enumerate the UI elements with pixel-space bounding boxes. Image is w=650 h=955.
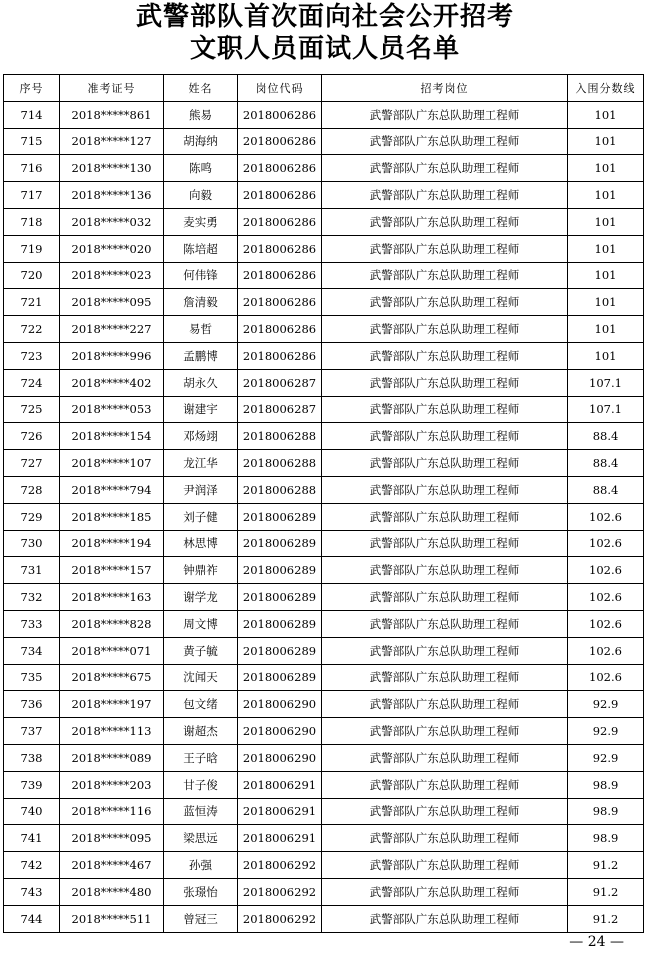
cell-post: 武警部队广东总队助理工程师 bbox=[322, 128, 568, 155]
cell-seq: 744 bbox=[4, 905, 60, 932]
cell-post-code: 2018006286 bbox=[238, 316, 322, 343]
cell-score: 107.1 bbox=[568, 396, 644, 423]
cell-post-code: 2018006286 bbox=[238, 342, 322, 369]
cell-post: 武警部队广东总队助理工程师 bbox=[322, 664, 568, 691]
cell-post: 武警部队广东总队助理工程师 bbox=[322, 825, 568, 852]
table-row bbox=[4, 744, 644, 771]
table-row bbox=[4, 584, 644, 611]
header-score: 入围分数线 bbox=[568, 75, 644, 102]
cell-score: 102.6 bbox=[568, 637, 644, 664]
cell-exam-no: 2018*****402 bbox=[60, 369, 164, 396]
cell-seq: 732 bbox=[4, 584, 60, 611]
cell-name: 麦实勇 bbox=[164, 208, 238, 235]
cell-post-code: 2018006289 bbox=[238, 610, 322, 637]
cell-score: 101 bbox=[568, 101, 644, 128]
table-row bbox=[4, 396, 644, 423]
cell-name: 钟鼎祚 bbox=[164, 557, 238, 584]
cell-post-code: 2018006289 bbox=[238, 664, 322, 691]
cell-exam-no: 2018*****095 bbox=[60, 825, 164, 852]
cell-exam-no: 2018*****511 bbox=[60, 905, 164, 932]
cell-seq: 735 bbox=[4, 664, 60, 691]
cell-post-code: 2018006291 bbox=[238, 771, 322, 798]
cell-score: 92.9 bbox=[568, 691, 644, 718]
cell-exam-no: 2018*****116 bbox=[60, 798, 164, 825]
cell-seq: 742 bbox=[4, 852, 60, 879]
cell-exam-no: 2018*****023 bbox=[60, 262, 164, 289]
header-post-code: 岗位代码 bbox=[238, 75, 322, 102]
cell-score: 91.2 bbox=[568, 878, 644, 905]
cell-post-code: 2018006289 bbox=[238, 584, 322, 611]
cell-post-code: 2018006289 bbox=[238, 503, 322, 530]
cell-exam-no: 2018*****053 bbox=[60, 396, 164, 423]
cell-name: 熊易 bbox=[164, 101, 238, 128]
cell-seq: 729 bbox=[4, 503, 60, 530]
cell-score: 88.4 bbox=[568, 450, 644, 477]
cell-name: 何伟锋 bbox=[164, 262, 238, 289]
cell-post: 武警部队广东总队助理工程师 bbox=[322, 798, 568, 825]
cell-post: 武警部队广东总队助理工程师 bbox=[322, 289, 568, 316]
cell-exam-no: 2018*****095 bbox=[60, 289, 164, 316]
cell-post-code: 2018006292 bbox=[238, 852, 322, 879]
cell-post-code: 2018006290 bbox=[238, 744, 322, 771]
table-row bbox=[4, 369, 644, 396]
cell-post: 武警部队广东总队助理工程师 bbox=[322, 610, 568, 637]
cell-score: 102.6 bbox=[568, 503, 644, 530]
cell-name: 周文博 bbox=[164, 610, 238, 637]
cell-score: 101 bbox=[568, 342, 644, 369]
table-row bbox=[4, 235, 644, 262]
page-title-line2: 文职人员面试人员名单 bbox=[189, 34, 460, 64]
cell-score: 101 bbox=[568, 155, 644, 182]
cell-post: 武警部队广东总队助理工程师 bbox=[322, 182, 568, 209]
cell-post: 武警部队广东总队助理工程师 bbox=[322, 637, 568, 664]
cell-post-code: 2018006288 bbox=[238, 423, 322, 450]
cell-post: 武警部队广东总队助理工程师 bbox=[322, 852, 568, 879]
cell-seq: 730 bbox=[4, 530, 60, 557]
cell-seq: 728 bbox=[4, 476, 60, 503]
cell-seq: 743 bbox=[4, 878, 60, 905]
cell-score: 102.6 bbox=[568, 557, 644, 584]
cell-name: 梁思远 bbox=[164, 825, 238, 852]
cell-seq: 733 bbox=[4, 610, 60, 637]
cell-score: 98.9 bbox=[568, 825, 644, 852]
table-row bbox=[4, 664, 644, 691]
cell-seq: 717 bbox=[4, 182, 60, 209]
cell-name: 林思博 bbox=[164, 530, 238, 557]
table-row bbox=[4, 316, 644, 343]
cell-exam-no: 2018*****861 bbox=[60, 101, 164, 128]
cell-exam-no: 2018*****154 bbox=[60, 423, 164, 450]
cell-exam-no: 2018*****203 bbox=[60, 771, 164, 798]
cell-score: 102.6 bbox=[568, 530, 644, 557]
cell-score: 91.2 bbox=[568, 852, 644, 879]
cell-post: 武警部队广东总队助理工程师 bbox=[322, 450, 568, 477]
cell-post-code: 2018006286 bbox=[238, 128, 322, 155]
cell-post-code: 2018006288 bbox=[238, 476, 322, 503]
cell-name: 谢学龙 bbox=[164, 584, 238, 611]
cell-score: 101 bbox=[568, 182, 644, 209]
cell-post: 武警部队广东总队助理工程师 bbox=[322, 878, 568, 905]
cell-exam-no: 2018*****107 bbox=[60, 450, 164, 477]
cell-exam-no: 2018*****020 bbox=[60, 235, 164, 262]
cell-exam-no: 2018*****480 bbox=[60, 878, 164, 905]
cell-post-code: 2018006286 bbox=[238, 101, 322, 128]
cell-exam-no: 2018*****130 bbox=[60, 155, 164, 182]
cell-seq: 723 bbox=[4, 342, 60, 369]
cell-post-code: 2018006286 bbox=[238, 235, 322, 262]
table-row bbox=[4, 852, 644, 879]
table-row bbox=[4, 155, 644, 182]
cell-exam-no: 2018*****163 bbox=[60, 584, 164, 611]
cell-name: 胡永久 bbox=[164, 369, 238, 396]
cell-post-code: 2018006286 bbox=[238, 262, 322, 289]
cell-post: 武警部队广东总队助理工程师 bbox=[322, 476, 568, 503]
cell-exam-no: 2018*****675 bbox=[60, 664, 164, 691]
cell-post-code: 2018006289 bbox=[238, 637, 322, 664]
cell-score: 107.1 bbox=[568, 369, 644, 396]
cell-seq: 736 bbox=[4, 691, 60, 718]
cell-name: 蓝恒涛 bbox=[164, 798, 238, 825]
cell-post-code: 2018006287 bbox=[238, 369, 322, 396]
cell-score: 92.9 bbox=[568, 718, 644, 745]
cell-post: 武警部队广东总队助理工程师 bbox=[322, 423, 568, 450]
cell-name: 孙强 bbox=[164, 852, 238, 879]
cell-seq: 741 bbox=[4, 825, 60, 852]
cell-name: 易哲 bbox=[164, 316, 238, 343]
cell-post: 武警部队广东总队助理工程师 bbox=[322, 744, 568, 771]
cell-name: 孟鹏博 bbox=[164, 342, 238, 369]
cell-score: 88.4 bbox=[568, 476, 644, 503]
cell-seq: 720 bbox=[4, 262, 60, 289]
cell-name: 龙江华 bbox=[164, 450, 238, 477]
cell-post: 武警部队广东总队助理工程师 bbox=[322, 718, 568, 745]
cell-score: 101 bbox=[568, 262, 644, 289]
cell-post-code: 2018006291 bbox=[238, 825, 322, 852]
cell-name: 王子晗 bbox=[164, 744, 238, 771]
table-row bbox=[4, 342, 644, 369]
cell-exam-no: 2018*****185 bbox=[60, 503, 164, 530]
cell-score: 102.6 bbox=[568, 584, 644, 611]
page-number: — 24 — bbox=[569, 934, 624, 950]
table-row bbox=[4, 718, 644, 745]
cell-seq: 714 bbox=[4, 101, 60, 128]
cell-seq: 718 bbox=[4, 208, 60, 235]
cell-name: 陈鸣 bbox=[164, 155, 238, 182]
header-post: 招考岗位 bbox=[322, 75, 568, 102]
cell-post-code: 2018006290 bbox=[238, 718, 322, 745]
cell-seq: 731 bbox=[4, 557, 60, 584]
cell-score: 98.9 bbox=[568, 798, 644, 825]
cell-score: 101 bbox=[568, 289, 644, 316]
cell-score: 102.6 bbox=[568, 664, 644, 691]
cell-post: 武警部队广东总队助理工程师 bbox=[322, 262, 568, 289]
cell-seq: 724 bbox=[4, 369, 60, 396]
cell-post: 武警部队广东总队助理工程师 bbox=[322, 155, 568, 182]
cell-name: 张璟怡 bbox=[164, 878, 238, 905]
cell-post: 武警部队广东总队助理工程师 bbox=[322, 369, 568, 396]
cell-name: 尹润泽 bbox=[164, 476, 238, 503]
cell-name: 陈培超 bbox=[164, 235, 238, 262]
cell-exam-no: 2018*****071 bbox=[60, 637, 164, 664]
cell-exam-no: 2018*****828 bbox=[60, 610, 164, 637]
candidate-table bbox=[3, 74, 644, 933]
cell-name: 詹清毅 bbox=[164, 289, 238, 316]
cell-seq: 739 bbox=[4, 771, 60, 798]
cell-seq: 727 bbox=[4, 450, 60, 477]
header-seq: 序号 bbox=[4, 75, 60, 102]
cell-name: 甘子俊 bbox=[164, 771, 238, 798]
cell-post: 武警部队广东总队助理工程师 bbox=[322, 530, 568, 557]
cell-post-code: 2018006286 bbox=[238, 182, 322, 209]
cell-post-code: 2018006292 bbox=[238, 878, 322, 905]
cell-score: 98.9 bbox=[568, 771, 644, 798]
table-row bbox=[4, 637, 644, 664]
table-row bbox=[4, 878, 644, 905]
cell-seq: 721 bbox=[4, 289, 60, 316]
cell-exam-no: 2018*****032 bbox=[60, 208, 164, 235]
header-name: 姓名 bbox=[164, 75, 238, 102]
cell-exam-no: 2018*****194 bbox=[60, 530, 164, 557]
cell-seq: 737 bbox=[4, 718, 60, 745]
table-row bbox=[4, 610, 644, 637]
cell-name: 邓炀翊 bbox=[164, 423, 238, 450]
table-row bbox=[4, 128, 644, 155]
cell-score: 101 bbox=[568, 235, 644, 262]
table-row bbox=[4, 289, 644, 316]
table-header-row bbox=[4, 75, 644, 102]
cell-seq: 734 bbox=[4, 637, 60, 664]
cell-exam-no: 2018*****227 bbox=[60, 316, 164, 343]
table-row bbox=[4, 101, 644, 128]
cell-post-code: 2018006288 bbox=[238, 450, 322, 477]
cell-post: 武警部队广东总队助理工程师 bbox=[322, 771, 568, 798]
cell-post: 武警部队广东总队助理工程师 bbox=[322, 101, 568, 128]
cell-post: 武警部队广东总队助理工程师 bbox=[322, 396, 568, 423]
cell-post-code: 2018006286 bbox=[238, 155, 322, 182]
cell-post-code: 2018006289 bbox=[238, 557, 322, 584]
table-row bbox=[4, 530, 644, 557]
table-row bbox=[4, 825, 644, 852]
page-title-line1: 武警部队首次面向社会公开招考 bbox=[135, 2, 514, 32]
cell-post-code: 2018006286 bbox=[238, 208, 322, 235]
table-row bbox=[4, 182, 644, 209]
cell-score: 102.6 bbox=[568, 610, 644, 637]
cell-name: 曾冠三 bbox=[164, 905, 238, 932]
cell-name: 谢超杰 bbox=[164, 718, 238, 745]
table-row bbox=[4, 771, 644, 798]
cell-seq: 740 bbox=[4, 798, 60, 825]
table-row bbox=[4, 503, 644, 530]
cell-post: 武警部队广东总队助理工程师 bbox=[322, 235, 568, 262]
cell-exam-no: 2018*****113 bbox=[60, 718, 164, 745]
cell-exam-no: 2018*****157 bbox=[60, 557, 164, 584]
cell-exam-no: 2018*****794 bbox=[60, 476, 164, 503]
cell-exam-no: 2018*****996 bbox=[60, 342, 164, 369]
cell-name: 向毅 bbox=[164, 182, 238, 209]
cell-name: 黄子毓 bbox=[164, 637, 238, 664]
header-exam-no: 准考证号 bbox=[60, 75, 164, 102]
cell-score: 101 bbox=[568, 316, 644, 343]
cell-seq: 738 bbox=[4, 744, 60, 771]
cell-name: 沈闻天 bbox=[164, 664, 238, 691]
cell-seq: 719 bbox=[4, 235, 60, 262]
cell-seq: 725 bbox=[4, 396, 60, 423]
cell-post-code: 2018006290 bbox=[238, 691, 322, 718]
cell-exam-no: 2018*****467 bbox=[60, 852, 164, 879]
cell-post: 武警部队广东总队助理工程师 bbox=[322, 503, 568, 530]
cell-seq: 716 bbox=[4, 155, 60, 182]
cell-post-code: 2018006287 bbox=[238, 396, 322, 423]
table-row bbox=[4, 691, 644, 718]
cell-score: 92.9 bbox=[568, 744, 644, 771]
cell-score: 101 bbox=[568, 128, 644, 155]
cell-name: 刘子健 bbox=[164, 503, 238, 530]
cell-exam-no: 2018*****197 bbox=[60, 691, 164, 718]
table-row bbox=[4, 476, 644, 503]
cell-post: 武警部队广东总队助理工程师 bbox=[322, 905, 568, 932]
cell-post-code: 2018006292 bbox=[238, 905, 322, 932]
table-row bbox=[4, 208, 644, 235]
cell-seq: 715 bbox=[4, 128, 60, 155]
cell-post: 武警部队广东总队助理工程师 bbox=[322, 208, 568, 235]
cell-name: 谢建宇 bbox=[164, 396, 238, 423]
cell-post: 武警部队广东总队助理工程师 bbox=[322, 316, 568, 343]
table-row bbox=[4, 557, 644, 584]
table-row bbox=[4, 423, 644, 450]
cell-post: 武警部队广东总队助理工程师 bbox=[322, 584, 568, 611]
table-row bbox=[4, 798, 644, 825]
cell-post: 武警部队广东总队助理工程师 bbox=[322, 691, 568, 718]
cell-score: 91.2 bbox=[568, 905, 644, 932]
cell-post-code: 2018006289 bbox=[238, 530, 322, 557]
cell-post: 武警部队广东总队助理工程师 bbox=[322, 342, 568, 369]
cell-name: 胡海纳 bbox=[164, 128, 238, 155]
cell-post-code: 2018006286 bbox=[238, 289, 322, 316]
cell-name: 包文绪 bbox=[164, 691, 238, 718]
cell-exam-no: 2018*****089 bbox=[60, 744, 164, 771]
cell-post: 武警部队广东总队助理工程师 bbox=[322, 557, 568, 584]
table-row bbox=[4, 262, 644, 289]
cell-post-code: 2018006291 bbox=[238, 798, 322, 825]
cell-score: 101 bbox=[568, 208, 644, 235]
cell-seq: 726 bbox=[4, 423, 60, 450]
table-row bbox=[4, 450, 644, 477]
cell-score: 88.4 bbox=[568, 423, 644, 450]
cell-exam-no: 2018*****136 bbox=[60, 182, 164, 209]
cell-exam-no: 2018*****127 bbox=[60, 128, 164, 155]
table-row bbox=[4, 905, 644, 932]
cell-seq: 722 bbox=[4, 316, 60, 343]
